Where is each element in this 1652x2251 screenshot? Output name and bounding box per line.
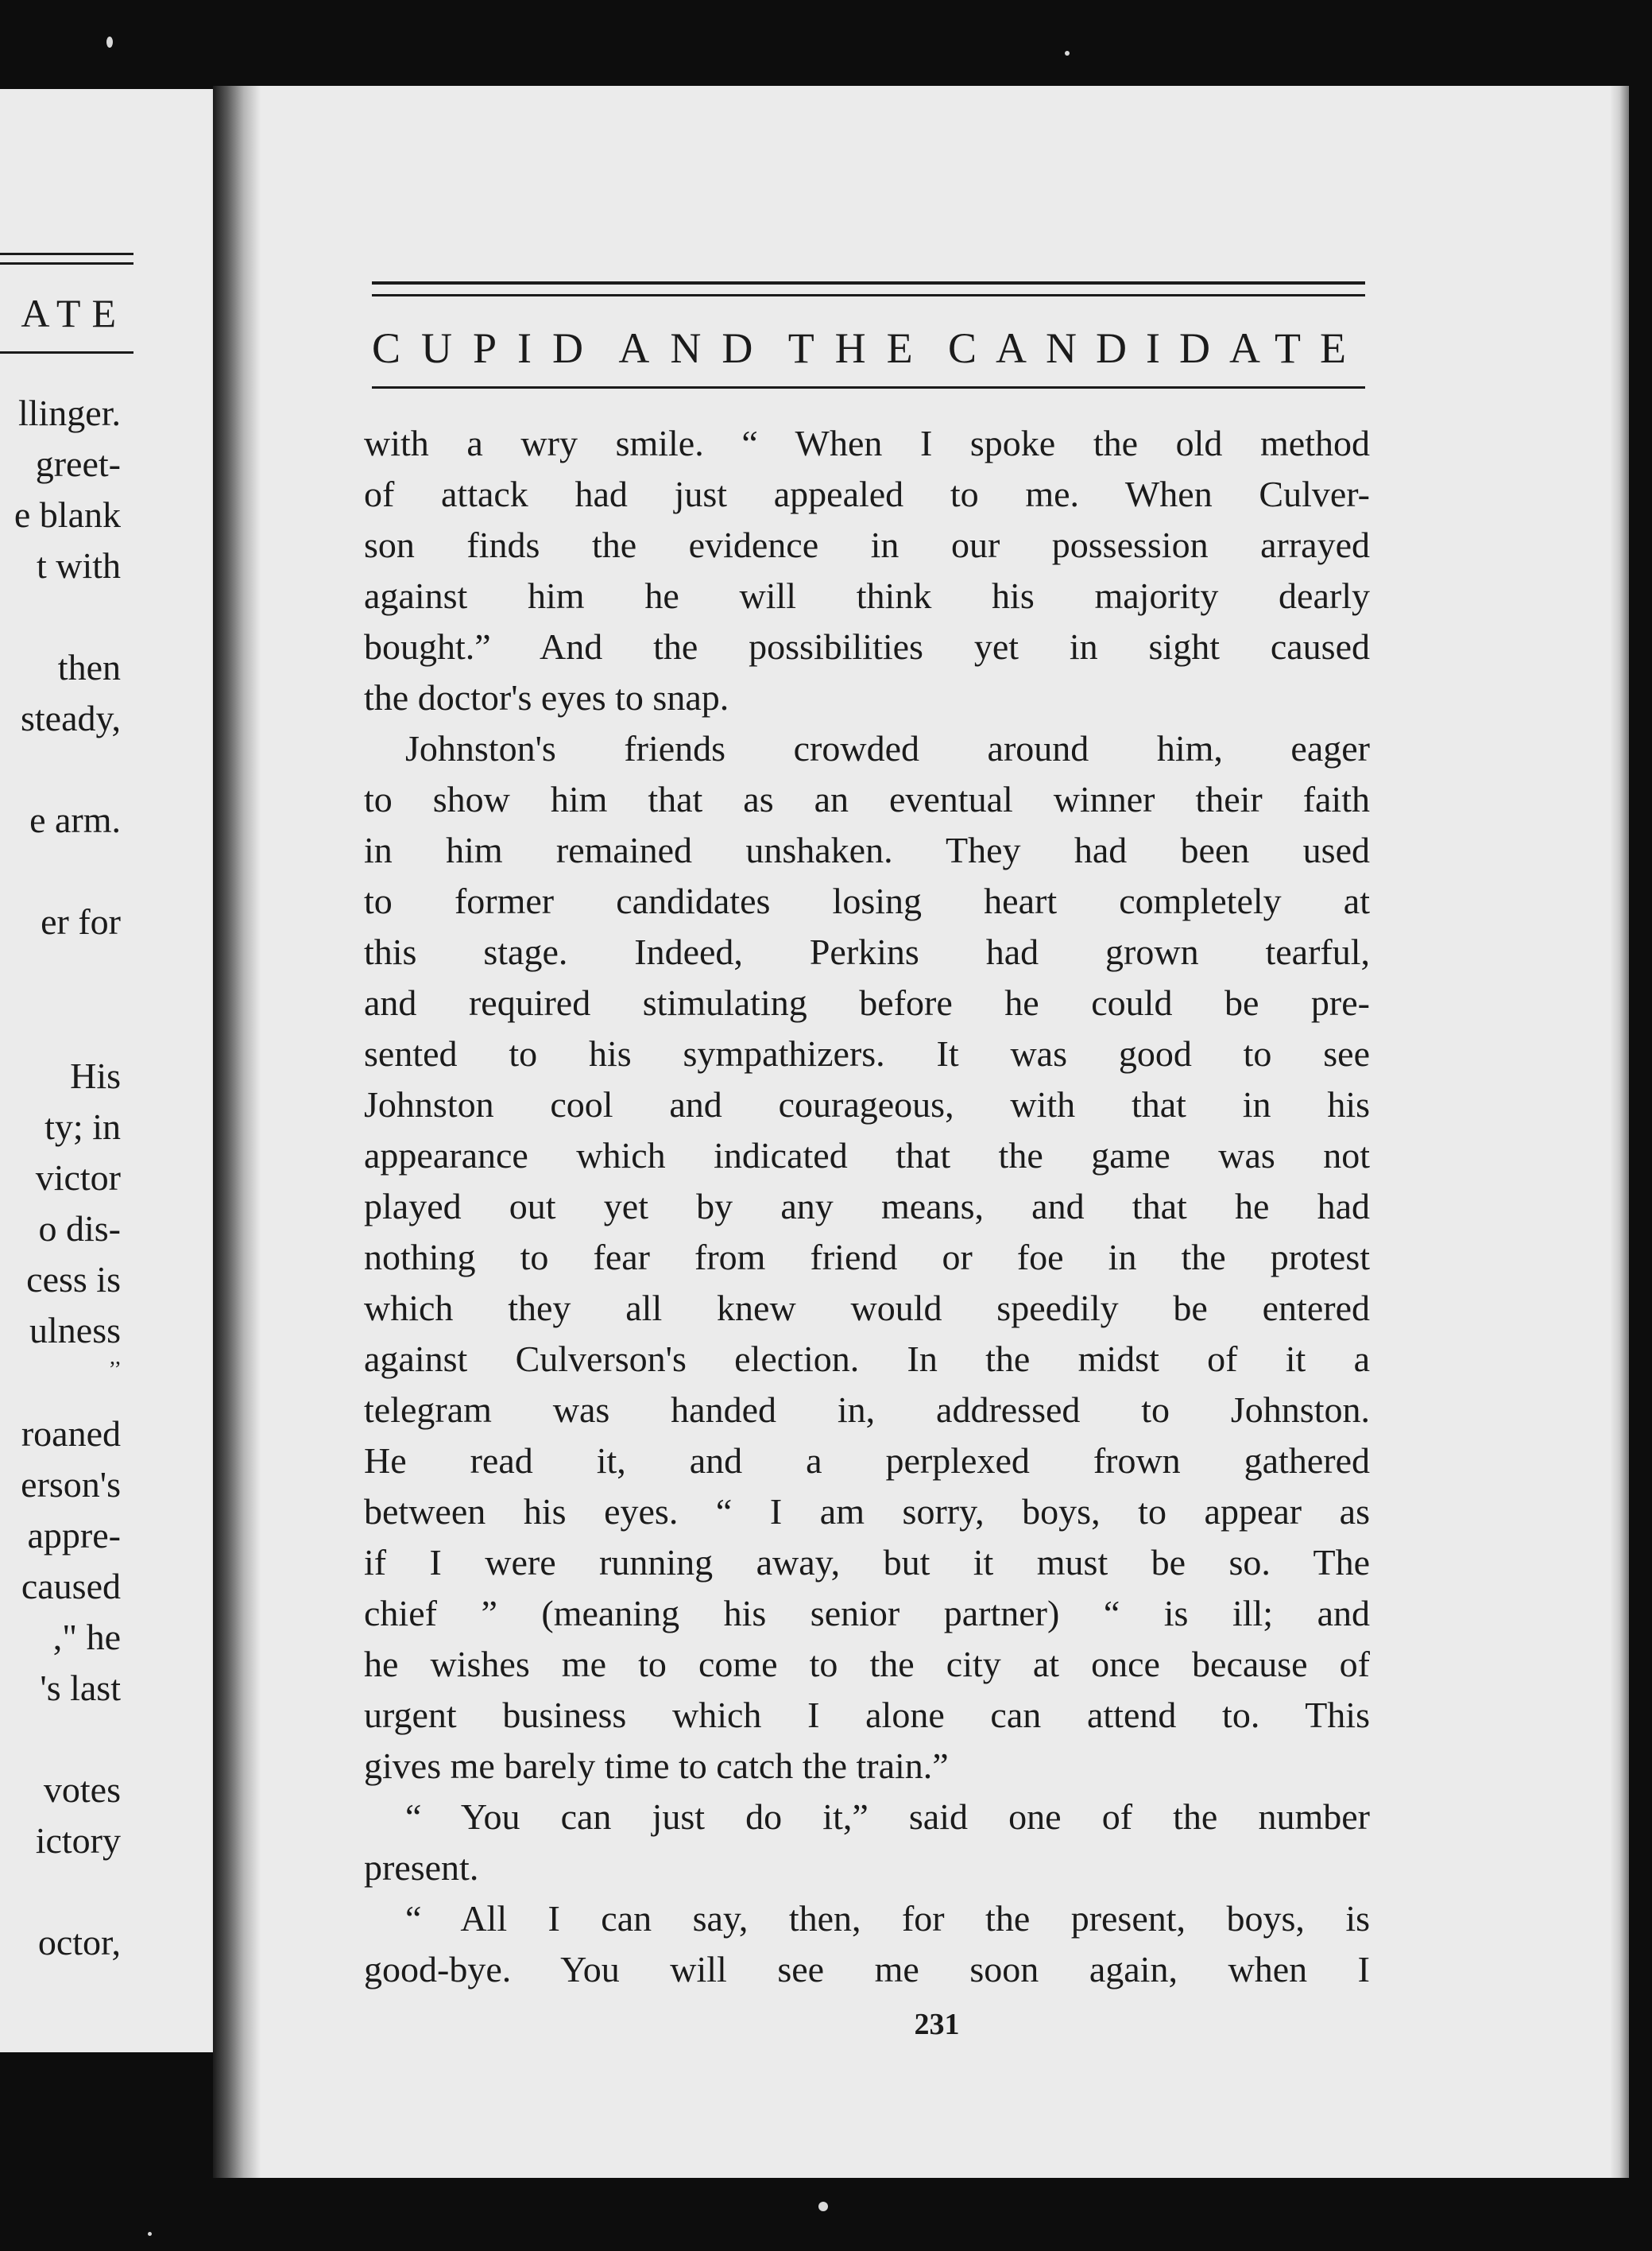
scan-speck (1065, 51, 1070, 56)
left-text-line: 's last (40, 1668, 121, 1708)
text-line: “ All I can say, then, for the present, boys, is (405, 1898, 1370, 1939)
page-gutter-shadow (213, 86, 261, 2178)
text-line: urgent business which I alone can attend to. This (364, 1695, 1370, 1735)
left-header-rule-top (0, 253, 133, 255)
left-text-line: roaned (21, 1413, 121, 1454)
left-text-line: ,, (110, 1345, 121, 1370)
left-text-line: llinger. (17, 393, 121, 433)
left-text-line: er for (41, 901, 121, 942)
running-head-word: AND (618, 324, 774, 372)
scan-speck (818, 2202, 828, 2211)
left-text-line: greet- (35, 444, 121, 484)
body-text (364, 418, 1370, 1995)
text-line: he wishes me to come to the city at once because of (364, 1644, 1370, 1684)
book-page (213, 86, 1629, 2178)
left-text-line: octor, (37, 1922, 121, 1962)
running-head-word: CUPID (372, 324, 605, 372)
left-text-line: e blank (14, 494, 121, 535)
text-line: to show him that as an eventual winner their faith (364, 779, 1370, 819)
header-rule-top (372, 281, 1365, 285)
scan-speck (148, 2232, 152, 2236)
running-head-word: CANDIDATE (947, 324, 1365, 372)
text-line: telegram was handed in, addressed to Johnston. (364, 1389, 1370, 1430)
text-line: He read it, and a perplexed frown gathered (364, 1440, 1370, 1481)
left-text-line: then (57, 647, 121, 688)
left-text-line: ty; in (44, 1106, 121, 1147)
text-line: and required stimulating before he could be pre- (364, 982, 1370, 1023)
text-line: of attack had just appealed to me. When Culver- (364, 474, 1370, 514)
text-line: with a wry smile. “ When I spoke the old method (364, 423, 1370, 463)
text-line: against him he will think his majority dearly (364, 575, 1370, 616)
text-line: the doctor's eyes to snap. (364, 677, 729, 718)
text-line: son finds the evidence in our possession arrayed (364, 525, 1370, 565)
header-rule-top-inner (372, 294, 1365, 296)
text-line: between his eyes. “ I am sorry, boys, to appear as (364, 1491, 1370, 1532)
left-text-line: ulness (29, 1310, 121, 1350)
left-header-rule-bottom (0, 351, 133, 354)
running-head (372, 316, 1365, 380)
left-text-line: victor (35, 1157, 121, 1198)
text-line: present. (364, 1847, 479, 1888)
left-text-line: His (70, 1056, 121, 1096)
text-line: in him remained unshaken. They had been used (364, 830, 1370, 870)
text-line: to former candidates losing heart completely at (364, 881, 1370, 921)
left-text-line: cess is (26, 1259, 121, 1300)
text-line: nothing to fear from friend or foe in the protest (364, 1237, 1370, 1277)
left-text-line: votes (43, 1769, 121, 1810)
running-head-word: THE (787, 324, 934, 372)
scan-speck (106, 37, 113, 48)
left-text-line: e arm. (29, 800, 121, 840)
left-text-line: ," he (52, 1617, 121, 1657)
text-line: sented to his sympathizers. It was good to see (364, 1033, 1370, 1074)
left-running-head: ATE (21, 291, 127, 335)
header-rule-bottom (372, 386, 1365, 389)
text-line: against Culverson's election. In the midst of it a (364, 1339, 1370, 1379)
text-line: bought.” And the possibilities yet in sight caused (364, 626, 1370, 667)
left-text-line: ictory (35, 1820, 121, 1861)
page-number: 231 (914, 2008, 960, 2041)
text-line: “ You can just do it,” said one of the number (405, 1796, 1370, 1837)
left-header-rule-top-2 (0, 262, 133, 265)
left-text-line: steady, (20, 698, 121, 738)
text-line: good-bye. You will see me soon again, when I (364, 1949, 1370, 1989)
text-line: Johnston cool and courageous, with that in his (364, 1084, 1370, 1125)
left-text-line: t with (36, 545, 121, 586)
text-line: this stage. Indeed, Perkins had grown tearful, (364, 932, 1370, 972)
previous-page-fragment (0, 89, 232, 2052)
text-line: which they all knew would speedily be entered (364, 1288, 1370, 1328)
left-text-line: erson's (21, 1464, 121, 1505)
text-line: if I were running away, but it must be so. The (364, 1542, 1370, 1583)
text-line: played out yet by any means, and that he had (364, 1186, 1370, 1226)
text-line: appearance which indicated that the game was not (364, 1135, 1370, 1176)
text-line: chief ” (meaning his senior partner) “ is ill; and (364, 1593, 1370, 1633)
left-text-line: o dis- (38, 1208, 121, 1249)
text-line: Johnston's friends crowded around him, eager (405, 728, 1370, 769)
page-edge-shadow (1610, 86, 1629, 2178)
left-text-line: caused (21, 1566, 121, 1606)
left-text-line: appre- (27, 1515, 121, 1556)
text-line: gives me barely time to catch the train.” (364, 1745, 949, 1786)
